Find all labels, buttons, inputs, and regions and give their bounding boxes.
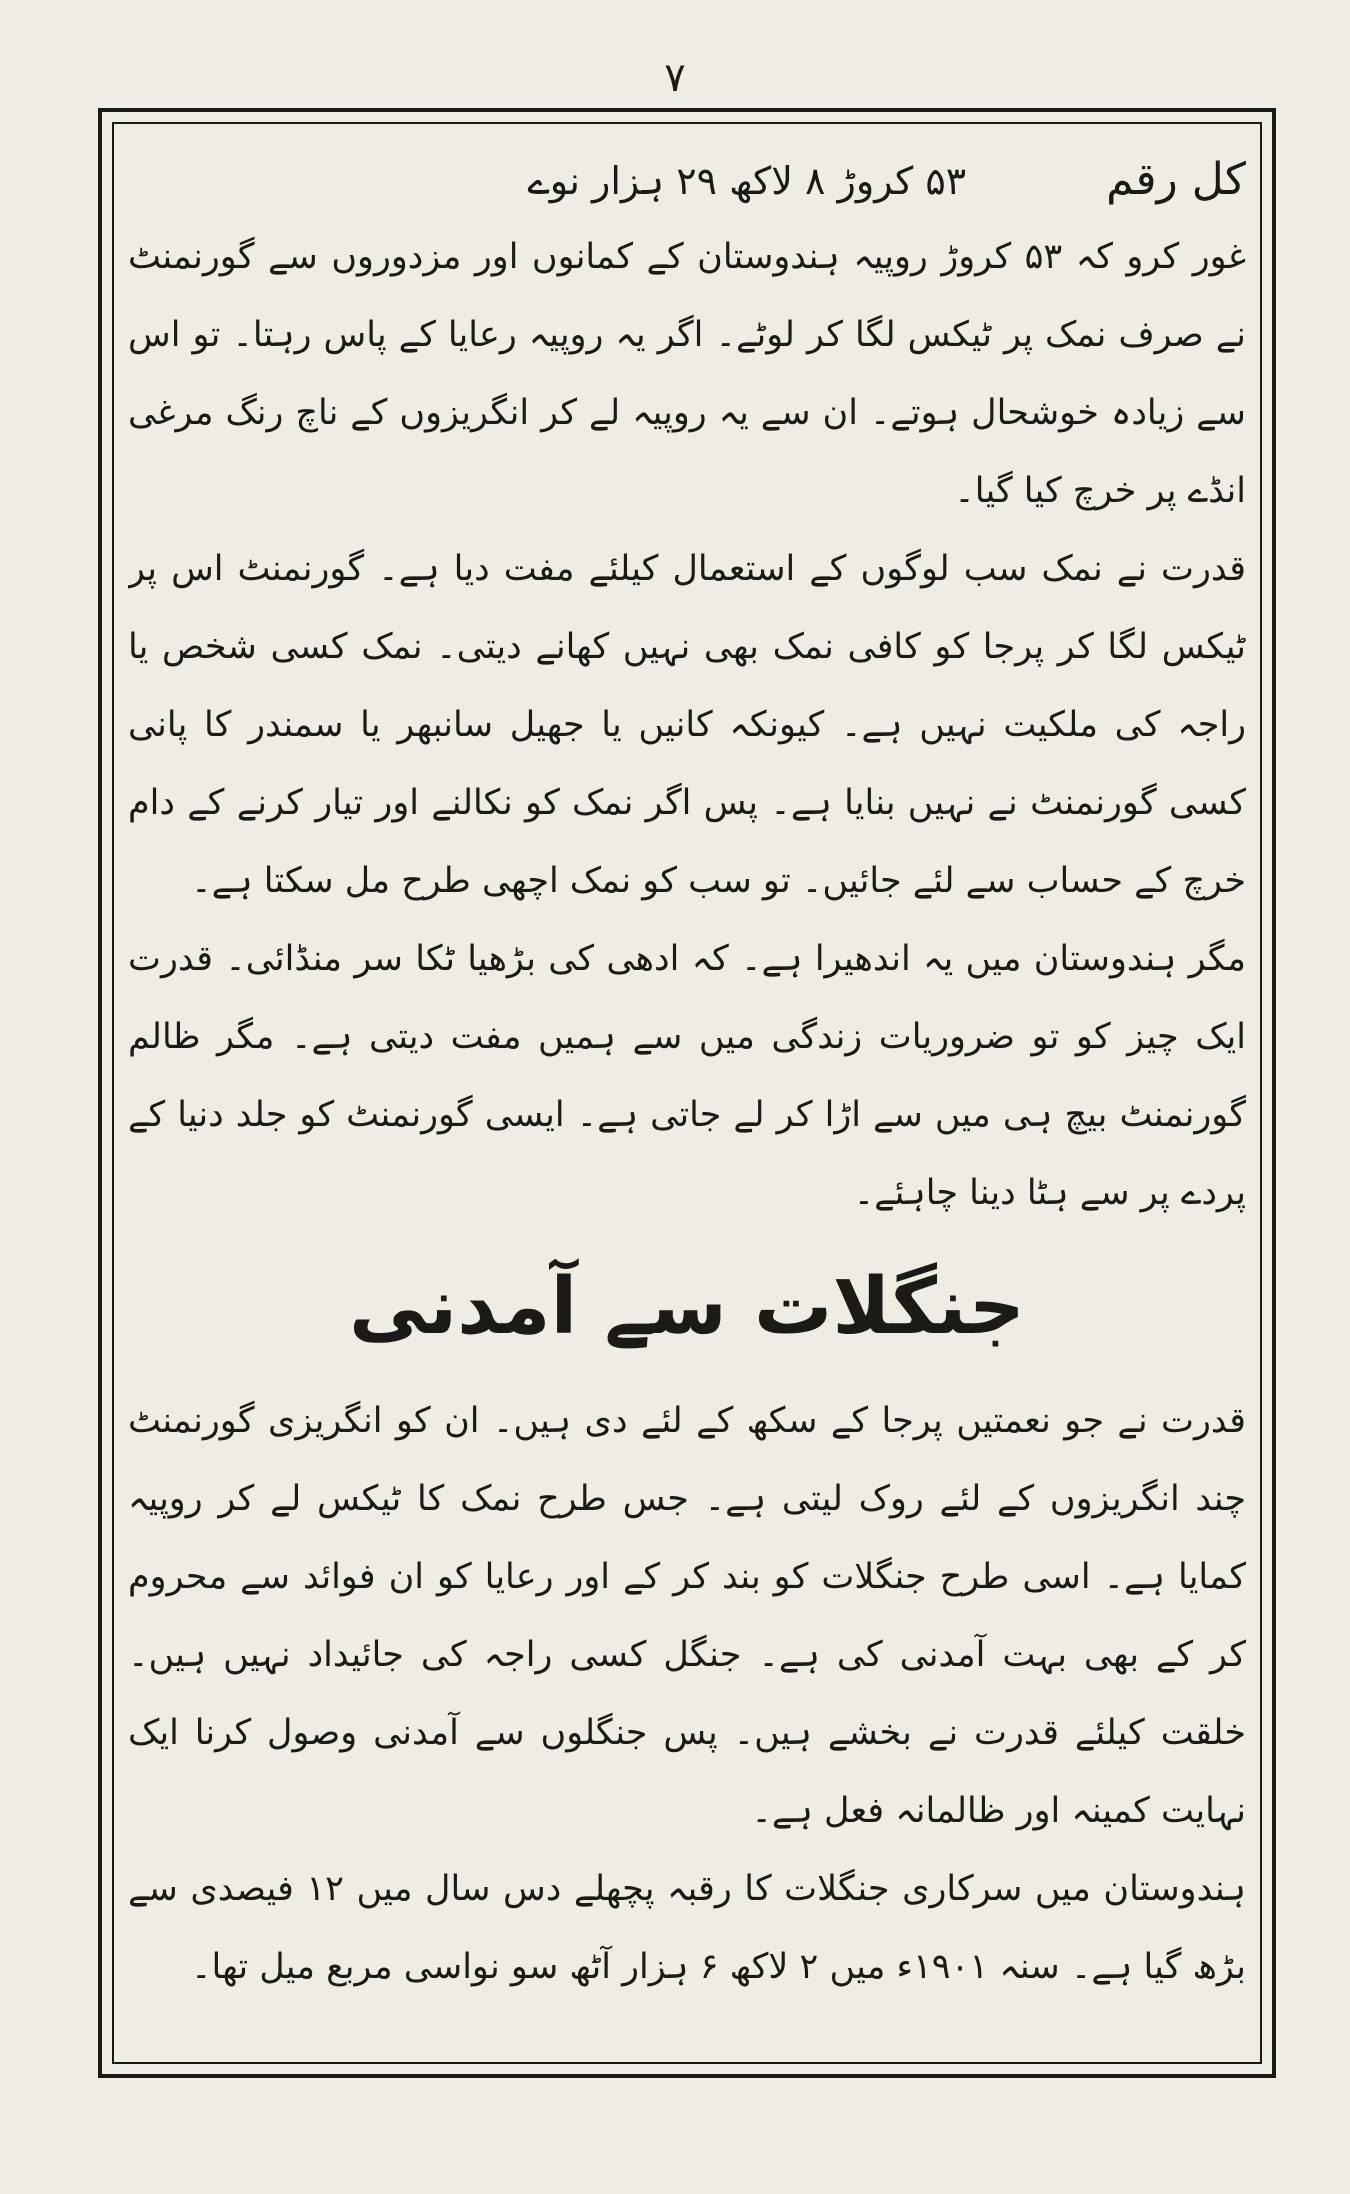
total-value: ۵۳ کروڑ ۸ لاکھ ۲۹ ہزار نوے bbox=[527, 159, 967, 203]
paragraph-forest-area: ہندوستان میں سرکاری جنگلات کا رقبہ پچھلے دس سال میں ۱۲ فیصدی سے بڑھ گیا ہے۔ سنہ ۱۹۰۱ء میں ۲ لاکھ ۶ ہزار آٹھ سو نواسی مربع میل تھا۔ bbox=[128, 1869, 1246, 1987]
page-content bbox=[128, 142, 1246, 2054]
paragraph-salt-nature: قدرت نے نمک سب لوگوں کے استعمال کیلئے مفت دیا ہے۔ گورنمنٹ اس پر ٹیکس لگا کر پرجا کو کافی نمک بھی نہیں کھانے دیتی۔ نمک کسی شخص یا راجہ کی ملکیت نہیں ہے۔ کیونکہ کانیں یا جھیل سانبھر یا سمندر کا پانی کسی گورنمنٹ نے نہیں بنایا ہے۔ پس اگر نمک کو نکالنے اور تیار کرنے کے دام خرچ کے حساب سے لئے جائیں۔ تو سب کو نمک اچھی طرح مل سکتا ہے۔ bbox=[128, 549, 1246, 901]
paragraph-forest-income: قدرت نے جو نعمتیں پرجا کے سکھ کے لئے دی ہیں۔ ان کو انگریزی گورنمنٹ چند انگریزوں کے لئے روک لیتی ہے۔ جس طرح نمک کا ٹیکس لے کر روپیہ کمایا ہے۔ اسی طرح جنگلات کو بند کر کے اور رعایا کو ان فوائد سے محروم کر کے بھی بہت آمدنی کی ہے۔ جنگل کسی راجہ کی جائیداد نہیں ہیں۔ خلقت کیلئے قدرت نے بخشے ہیں۔ پس جنگلوں سے آمدنی وصول کرنا ایک نہایت کمینہ اور ظالمانہ فعل ہے۔ bbox=[128, 1401, 1246, 1831]
section-heading-forests: جنگلات سے آمدنی bbox=[348, 1262, 1026, 1352]
total-label: کل رقم bbox=[1106, 154, 1246, 205]
total-line bbox=[128, 142, 1246, 218]
paragraph-salt-darkness: مگر ہندوستان میں یہ اندھیرا ہے۔ کہ ادھی کی بڑھیا ٹکا سر منڈائی۔ قدرت ایک چیز کو تو ضروریات زندگی میں سے ہمیں مفت دیتی ہے۔ مگر ظالم گورنمنٹ بیچ ہی میں سے اڑا کر لے جاتی ہے۔ ایسی گورنمنٹ کو جلد دنیا کے پردے پر سے ہٹا دینا چاہئے۔ bbox=[128, 939, 1246, 1213]
page-number: ۷ bbox=[664, 55, 686, 101]
paragraph-salt-tax: غور کرو کہ ۵۳ کروڑ روپیہ ہندوستان کے کمانوں اور مزدوروں سے گورنمنٹ نے صرف نمک پر ٹیکس لگا کر لوٹے۔ اگر یہ روپیہ رعایا کے پاس رہتا۔ تو اس سے زیادہ خوشحال ہوتے۔ ان سے یہ روپیہ لے کر انگریزوں کے ناچ رنگ مرغی انڈے پر خرچ کیا گیا۔ bbox=[128, 237, 1246, 511]
